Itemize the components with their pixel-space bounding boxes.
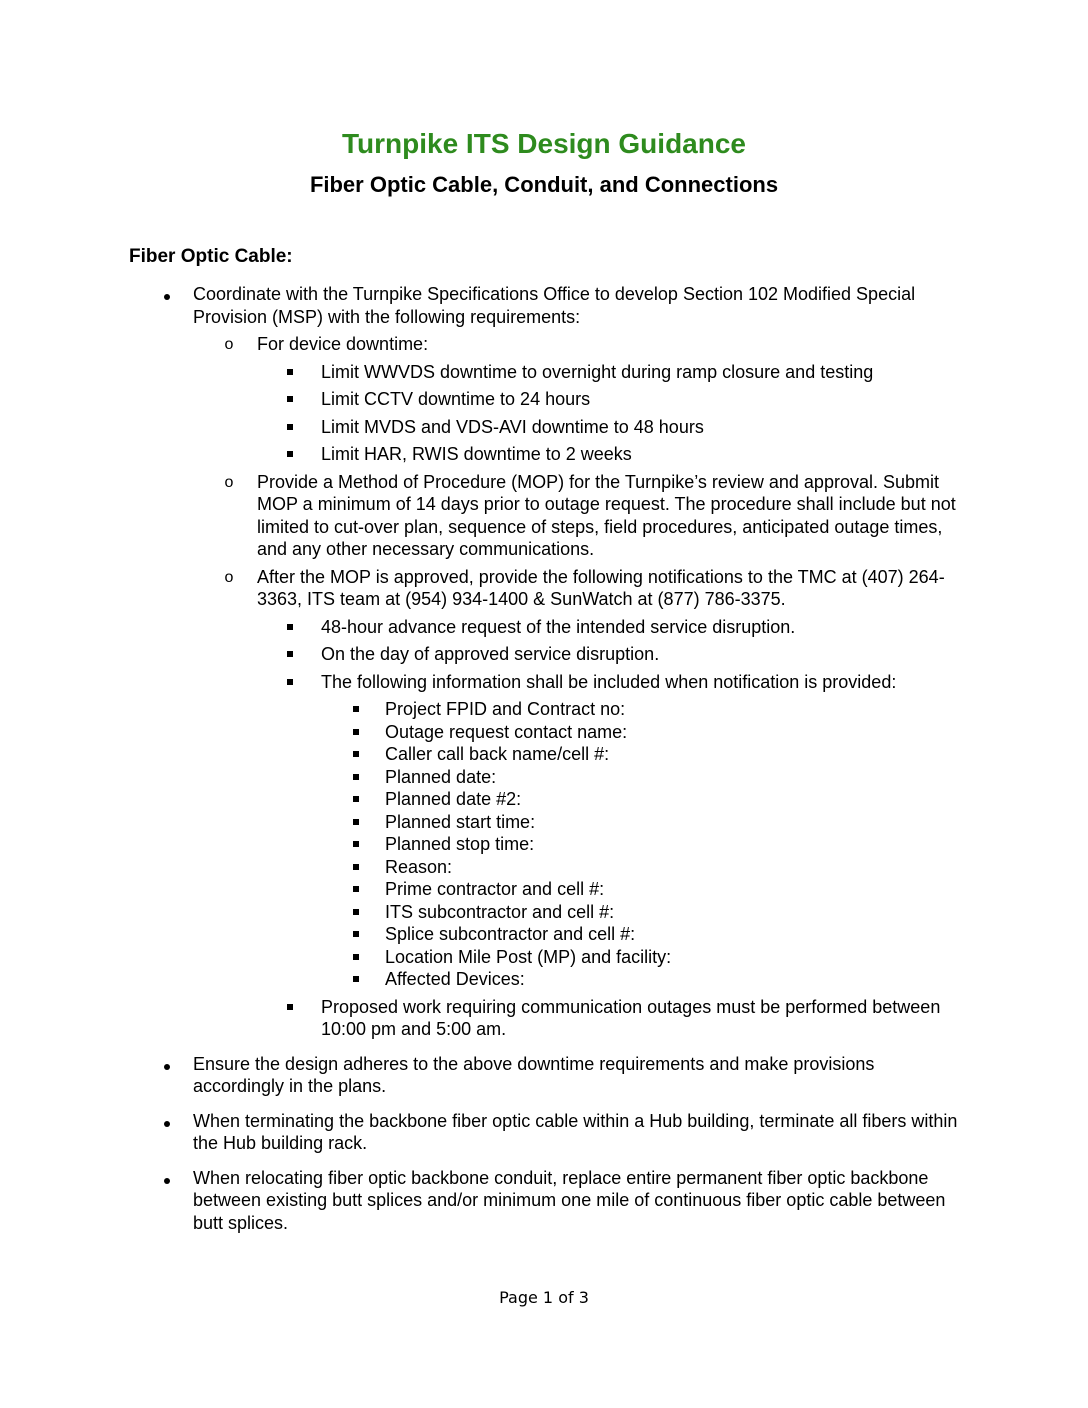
square-bullet-icon (287, 624, 293, 630)
square-bullet-icon (353, 909, 359, 915)
list-item-coordinate: Coordinate with the Turnpike Specifications Office to develop Section 102 Modified Special Provision (MSP) with the following requirements: (0, 283, 1088, 328)
info-field-list (0, 698, 1088, 991)
list-item-info-field: ITS subcontractor and cell #: (0, 901, 1088, 924)
document-subtitle: Fiber Optic Cable, Conduit, and Connections (309, 172, 779, 197)
square-bullet-icon (353, 841, 359, 847)
list-item-notification-advance: 48-hour advance request of the intended service disruption. (0, 616, 1088, 639)
list-item-info-field: Prime contractor and cell #: (0, 878, 1088, 901)
list-item-downtime: o For device downtime: (0, 333, 1088, 356)
document-body (0, 283, 1088, 1234)
list-item-info-field: Planned start time: (0, 811, 1088, 834)
list-item-notification-info: The following information shall be included when notification is provided: (0, 671, 1088, 694)
bullet-icon (160, 1053, 174, 1076)
square-bullet-icon (287, 424, 293, 430)
document-title: Turnpike ITS Design Guidance (342, 128, 746, 159)
list-item-mop: o Provide a Method of Procedure (MOP) for the Turnpike’s review and approval. Submit MOP a minimum of 14 days prior to outage request. The procedure shall include but not limited to cut-over plan, sequence of steps, field procedures, anticipated outage times, and any other necessary communications. (0, 471, 1088, 561)
list-item-downtime-wwvds: Limit WWVDS downtime to overnight during ramp closure and testing (0, 361, 1088, 384)
circle-bullet-icon: o (224, 568, 234, 586)
bullet-icon (160, 1110, 174, 1133)
list-item-proposed-work: Proposed work requiring communication outages must be performed between 10:00 pm and 5:00 am. (0, 996, 1088, 1041)
list-item-info-field: Affected Devices: (0, 968, 1088, 991)
square-bullet-icon (353, 796, 359, 802)
square-bullet-icon (353, 774, 359, 780)
list-item-info-field: Outage request contact name: (0, 721, 1088, 744)
list-item-info-field: Planned date #2: (0, 788, 1088, 811)
list-item-info-field: Planned stop time: (0, 833, 1088, 856)
square-bullet-icon (287, 396, 293, 402)
list-item-downtime-cctv: Limit CCTV downtime to 24 hours (0, 388, 1088, 411)
square-bullet-icon (287, 1004, 293, 1010)
list-item-downtime-mvds: Limit MVDS and VDS-AVI downtime to 48 hours (0, 416, 1088, 439)
square-bullet-icon (353, 931, 359, 937)
page-number: Page 1 of 3 (499, 1288, 589, 1307)
square-bullet-icon (353, 819, 359, 825)
square-bullet-icon (287, 679, 293, 685)
circle-bullet-icon: o (224, 473, 234, 491)
list-item-info-field: Splice subcontractor and cell #: (0, 923, 1088, 946)
list-item-info-field: Planned date: (0, 766, 1088, 789)
square-bullet-icon (353, 729, 359, 735)
list-item-terminating: When terminating the backbone fiber optic cable within a Hub building, terminate all fibers within the Hub building rack. (0, 1110, 1088, 1155)
list-item-notifications: o After the MOP is approved, provide the following notifications to the TMC at (407) 264-3363, ITS team at (954) 934-1400 & SunWatch at (877) 786-3375. (0, 566, 1088, 611)
list-item-relocating: When relocating fiber optic backbone conduit, replace entire permanent fiber optic backbone between existing butt splices and/or minimum one mile of continuous fiber optic cable between butt splices. (0, 1167, 1088, 1235)
circle-bullet-icon: o (224, 336, 234, 353)
square-bullet-icon (353, 954, 359, 960)
square-bullet-icon (353, 751, 359, 757)
list-item-downtime-har: Limit HAR, RWIS downtime to 2 weeks (0, 443, 1088, 466)
square-bullet-icon (353, 886, 359, 892)
list-item-notification-day: On the day of approved service disruption. (0, 643, 1088, 666)
section-heading: Fiber Optic Cable: (129, 246, 293, 267)
square-bullet-icon (353, 706, 359, 712)
square-bullet-icon (287, 451, 293, 457)
square-bullet-icon (353, 976, 359, 982)
list-item-ensure: Ensure the design adheres to the above downtime requirements and make provisions accordingly in the plans. (0, 1053, 1088, 1098)
bullet-icon (160, 1167, 174, 1190)
square-bullet-icon (353, 864, 359, 870)
list-item-info-field: Location Mile Post (MP) and facility: (0, 946, 1088, 969)
list-item-info-field: Caller call back name/cell #: (0, 743, 1088, 766)
list-item-info-field: Project FPID and Contract no: (0, 698, 1088, 721)
list-item-info-field: Reason: (0, 856, 1088, 879)
square-bullet-icon (287, 651, 293, 657)
square-bullet-icon (287, 369, 293, 375)
bullet-icon (160, 283, 174, 306)
